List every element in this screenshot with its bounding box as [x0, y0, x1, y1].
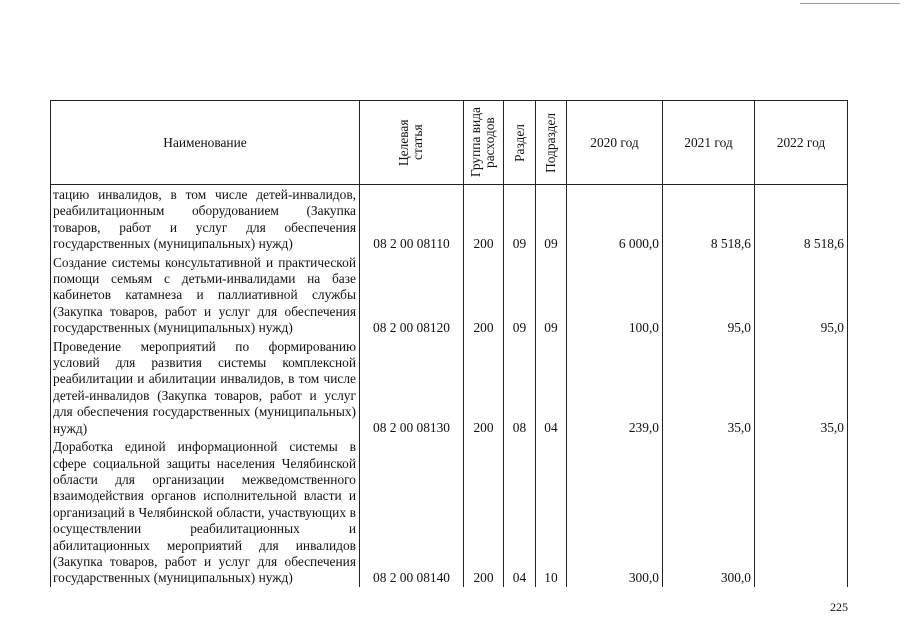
row-2022: 8 518,6 [755, 185, 848, 253]
top-right-rule [800, 3, 900, 4]
table-header-row [51, 101, 848, 185]
header-group-label: Группа вида расходов [467, 107, 497, 178]
row-target-code: 08 2 00 08120 [360, 253, 464, 337]
row-subsection: 09 [536, 185, 567, 253]
table-row [51, 185, 848, 253]
row-group: 200 [464, 337, 504, 437]
page-number: 225 [830, 600, 848, 614]
row-name: Создание системы консультативной и практической помощи семьям с детьми-инвалидами на базе кабинетов катамнеза и паллиативной службы (Закупка товаров, работ и услуг для обеспечения государственных (муниципальных) нужд) [51, 253, 360, 337]
row-target-code: 08 2 00 08130 [360, 337, 464, 437]
row-2021: 95,0 [663, 253, 755, 337]
row-target-code: 08 2 00 08110 [360, 185, 464, 253]
header-2020 [567, 101, 663, 185]
row-2020: 239,0 [567, 337, 663, 437]
row-subsection: 10 [536, 437, 567, 587]
header-2022-label: 2022 год [776, 134, 826, 150]
header-target [360, 101, 464, 185]
row-2021: 300,0 [663, 437, 755, 587]
header-section-label: Раздел [511, 123, 527, 162]
row-2022: 95,0 [755, 253, 848, 337]
table-row [51, 337, 848, 437]
header-2022 [755, 101, 848, 185]
header-group [464, 101, 504, 185]
table-row [51, 437, 848, 587]
row-section: 08 [504, 337, 536, 437]
row-name: Проведение мероприятий по формированию условий для развития системы комплексной реабилитации и абилитации инвалидов, в том числе детей-инвалидов (Закупка товаров, работ и услуг для обеспечения государственных (муниципальных) нужд) [51, 337, 360, 437]
header-subsection-label: Подраздел [543, 112, 558, 173]
header-subsection [536, 101, 567, 185]
row-name: Доработка единой информационной системы в сфере социальной защиты населения Челябинской области для организации межведомственного взаимодействия органов исполнительной власти и организаций в Челябинской области, участвующих в осуществлении реабилитационных и абилитационных мероприятий для инвалидов (Закупка товаров, работ и услуг для обеспечения государственных (муниципальных) нужд) [51, 437, 360, 587]
row-section: 09 [504, 185, 536, 253]
header-2020-label: 2020 год [590, 134, 639, 150]
row-section: 04 [504, 437, 536, 587]
header-2021-label: 2021 год [684, 134, 733, 150]
header-target-label: Целевая статья [395, 119, 425, 166]
row-group: 200 [464, 437, 504, 587]
row-2020: 300,0 [567, 437, 663, 587]
row-2021: 35,0 [663, 337, 755, 437]
budget-table [50, 100, 848, 587]
row-subsection: 09 [536, 253, 567, 337]
row-section: 09 [504, 253, 536, 337]
row-group: 200 [464, 253, 504, 337]
header-2021 [663, 101, 755, 185]
row-name: тацию инвалидов, в том числе детей-инвалидов, реабилитационным оборудованием (Закупка товаров, работ и услуг для обеспечения государственных (муниципальных) нужд) [51, 185, 360, 253]
row-2022 [755, 437, 848, 587]
row-target-code: 08 2 00 08140 [360, 437, 464, 587]
header-section [504, 101, 536, 185]
header-name-label: Наименование [163, 134, 247, 150]
header-name [51, 101, 360, 185]
row-subsection: 04 [536, 337, 567, 437]
row-2020: 100,0 [567, 253, 663, 337]
row-group: 200 [464, 185, 504, 253]
row-2020: 6 000,0 [567, 185, 663, 253]
row-2021: 8 518,6 [663, 185, 755, 253]
table-row [51, 253, 848, 337]
row-2022: 35,0 [755, 337, 848, 437]
